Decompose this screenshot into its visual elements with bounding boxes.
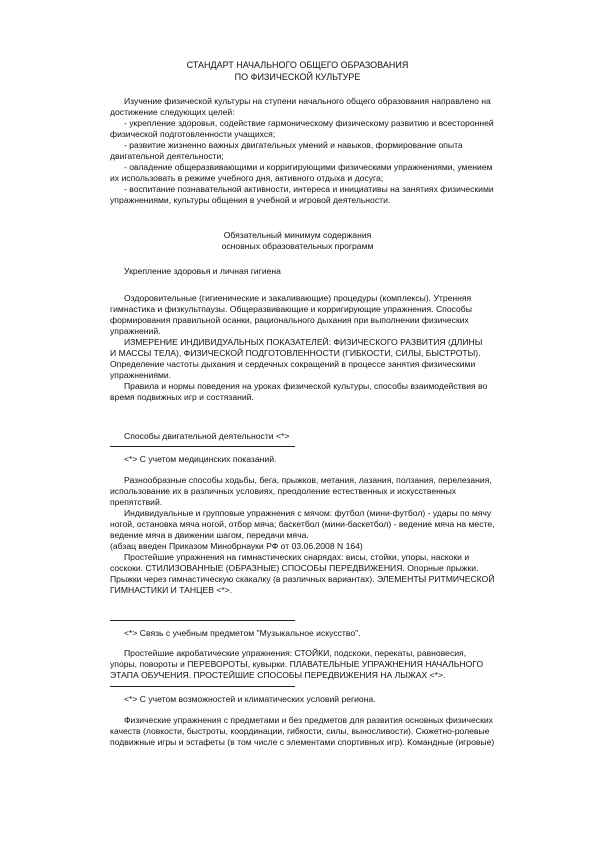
document-title-line-2: ПО ФИЗИЧЕСКОЙ КУЛЬТУРЕ [234, 72, 361, 82]
activity-paragraph [110, 475, 553, 596]
text-line: - развитие жизненно важных двигательных умений и навыков, формирование опыта [124, 140, 463, 150]
text-line: достижение следующих целей: [110, 107, 235, 117]
text-line: время подвижных игр и состязаний. [110, 392, 254, 402]
text-line: упражнениями. [110, 370, 172, 380]
text-line: Изучение физической культуры на ступени начального общего образования направлено на [124, 96, 491, 106]
text-line: физической подготовленности учащихся; [110, 129, 276, 139]
text-line: Правила и нормы поведения на уроках физической культуры, способы взаимодействия во [124, 381, 488, 391]
text-line: Оздоровительные (гигиенические и закаливающие) процедуры (комплексы). Утренняя [124, 293, 472, 303]
text-line: подвижные игры и эстафеты (в том числе с элементами спортивных игр). Командные (игровые) [110, 737, 495, 747]
physical-paragraph [110, 715, 553, 748]
text-line: И МАССЫ ТЕЛА), ФИЗИЧЕСКОЙ ПОДГОТОВЛЕННОСТИ (ГИБКОСТИ, СИЛЫ, БЫСТРОТЫ). [110, 348, 481, 358]
text-line: Простейшие упражнения на гимнастических снарядах: висы, стойки, упоры, наскоки и [124, 552, 470, 562]
text-line: использование их в различных условиях, преодоление естественных и искусственных [110, 486, 457, 496]
text-line: ЭТАПА ОБУЧЕНИЯ. ПРОСТЕЙШИЕ СПОСОБЫ ПЕРЕДВИЖЕНИЯ НА ЛЫЖАХ <*>. [110, 670, 446, 680]
footnote-separator [110, 686, 295, 687]
health-heading: Укрепление здоровья и личная гигиена [124, 266, 281, 276]
text-line: гимнастика и физкультпаузы. Общеразвивающие и корригирующие упражнения. Способы [110, 304, 472, 314]
text-line: ведение мяча в движении шагом, передачи мяча. [110, 530, 309, 540]
text-line: качеств (ловкости, быстроты, координации, гибкости, силы, выносливости). Сюжетно-ролевые [110, 726, 490, 736]
text-line: препятствий. [110, 497, 163, 507]
text-line: формирования правильной осанки, рационального дыхания при выполнении физических [110, 315, 469, 325]
text-line: упражнениями, культуры общения в учебной и игровой деятельности. [110, 195, 391, 205]
text-line: - овладение общеразвивающими и корригирующими физическими упражнениями, умением [124, 162, 493, 172]
footnote-music: <*> Связь с учебным предметом "Музыкальное искусство". [124, 628, 361, 638]
text-line: их использовать в режиме учебного дня, активного отдыха и досуга; [110, 173, 384, 183]
footnote-separator [110, 446, 295, 447]
text-line: (абзац введен Приказом Минобрнауки РФ от 03.06.2008 N 164) [110, 541, 363, 551]
text-line: ГИМНАСТИКИ И ТАНЦЕВ <*>. [110, 585, 233, 595]
text-line: - воспитание познавательной активности, интереса и инициативы на занятиях физическими [124, 184, 494, 194]
activity-heading: Способы двигательной деятельности <*> [124, 431, 290, 441]
text-line: ногой, остановка мяча ногой, отбор мяча; баскетбол (мини-баскетбол) - ведение мяча на месте, [110, 519, 495, 529]
document-title-line-1: СТАНДАРТ НАЧАЛЬНОГО ОБЩЕГО ОБРАЗОВАНИЯ [186, 60, 409, 70]
text-line: двигательной деятельности; [110, 151, 224, 161]
text-line: Простейшие акробатические упражнения: СТОЙКИ, подскоки, перекаты, равновесия, [124, 648, 467, 658]
text-line: Определение частоты дыхания и сердечных сокращений в процессе занятия физическими [110, 359, 476, 369]
footnote-region: <*> С учетом возможностей и климатических условий региона. [124, 694, 376, 704]
text-line: Физические упражнения с предметами и без предметов для развития основных физических [124, 715, 493, 725]
text-line: соскоки. СТИЛИЗОВАННЫЕ (ОБРАЗНЫЕ) СПОСОБЫ ПЕРЕДВИЖЕНИЯ. Опорные прыжки. [110, 563, 479, 573]
minimum-heading-line-1: Обязательный минимум содержания [223, 230, 372, 240]
text-line: упражнений. [110, 326, 161, 336]
intro-paragraph [110, 96, 553, 206]
text-line: Индивидуальные и групповые упражнения с мячом: футбол (мини-футбол) - удары по мячу [124, 508, 492, 518]
text-line: упоры, повороты и ПЕРЕВОРОТЫ, кувырки. ПЛАВАТЕЛЬНЫЕ УПРАЖНЕНИЯ НАЧАЛЬНОГО [110, 659, 484, 669]
text-line: ИЗМЕРЕНИЕ ИНДИВИДУАЛЬНЫХ ПОКАЗАТЕЛЕЙ: ФИЗИЧЕСКОГО РАЗВИТИЯ (ДЛИНЫ [124, 337, 483, 347]
text-line: Прыжки через гимнастическую скакалку (в различных вариантах). ЭЛЕМЕНТЫ РИТМИЧЕСКОЙ [110, 574, 495, 584]
acrobatic-paragraph [110, 648, 553, 681]
footnote-medical: <*> С учетом медицинских показаний. [124, 454, 277, 464]
footnote-separator [110, 620, 295, 621]
text-line: - укрепление здоровья, содействие гармоническому физическому развитию и всесторонней [124, 118, 494, 128]
minimum-heading-line-2: основных образовательных программ [221, 241, 374, 251]
text-line: Разнообразные способы ходьбы, бега, прыжков, метания, лазания, ползания, перелезания, [124, 475, 492, 485]
health-paragraph [110, 293, 553, 403]
